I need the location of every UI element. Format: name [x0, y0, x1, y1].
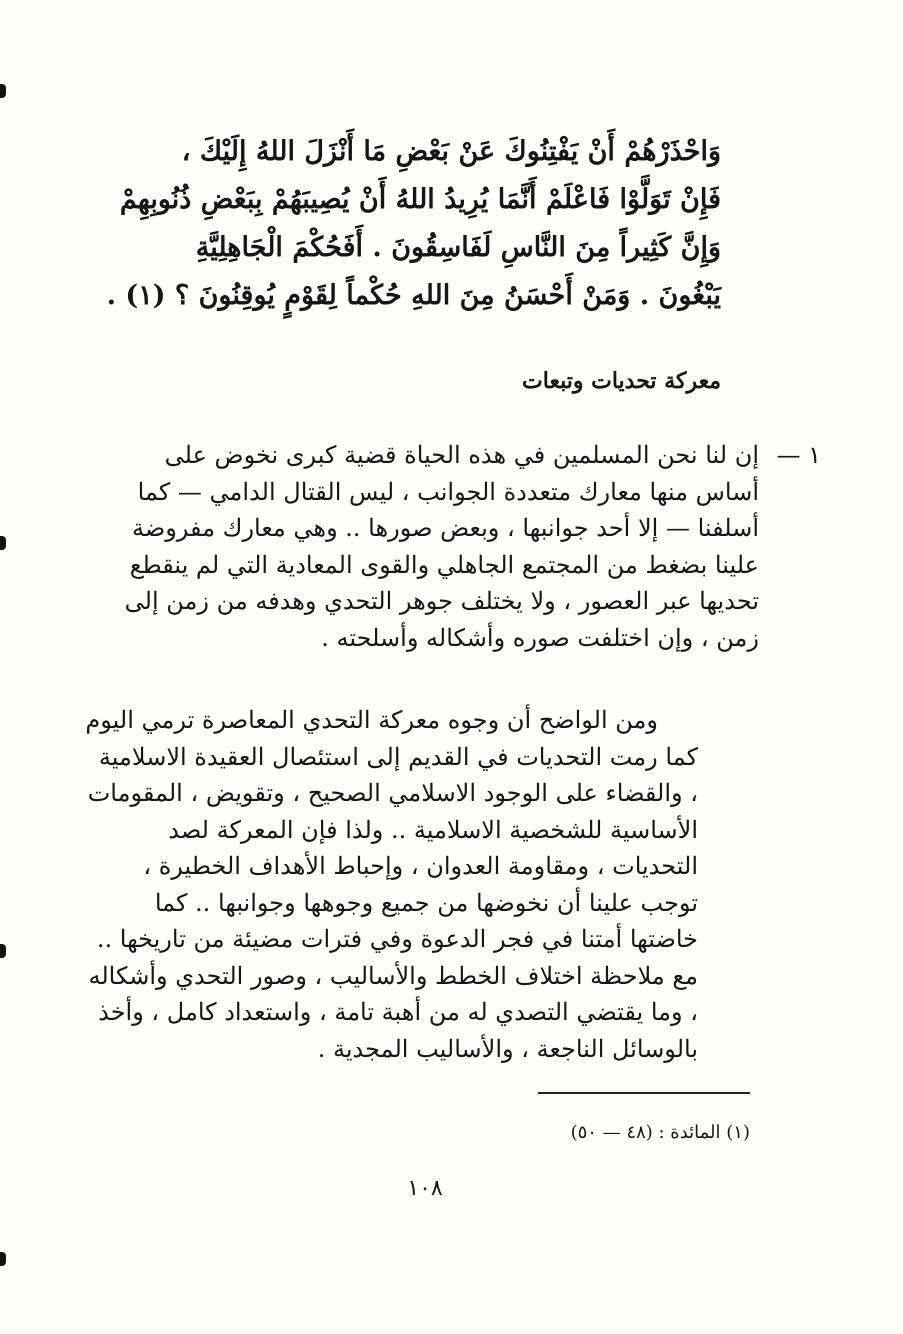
paragraph-2-block [84, 702, 698, 1067]
numbered-item [99, 437, 821, 656]
page-number: ١٠٨ [407, 1176, 443, 1201]
paragraph-2: ومن الواضح أن وجوه معركة التحدي المعاصرة ترمي اليوم كما رمت التحديات في القديم إلى استئصال العقيدة الاسلامية ، والقضاء على الوجود الاسلامي الصحيح ، وتقويض ، المقومات الأساسية للشخصية الاسلامية .. ولذا فإن المعركة لصد التحديات ، ومقاومة العدوان ، وإحباط الأهداف الخطيرة ، توجب علينا أن نخوضها من جميع وجوهها وجوانبها .. كما خاضتها أمتنا في فجر الدعوة وفي فترات مضيئة من تاريخها .. مع ملاحظة اختلاف الخطط والأساليب ، وصور التحدي وأشكاله ، وما يقتضي التصدي له من أهبة تامة ، واستعداد كامل ، وأخذ بالوسائل الناجعة ، والأساليب المجدية . [85, 706, 698, 1063]
section-heading: معركة تحديات وتبعات [522, 368, 721, 394]
footnote-divider [538, 1092, 750, 1094]
scan-edge-mark [0, 1252, 6, 1266]
scan-edge-mark [0, 84, 6, 98]
verse-line: وَإِنَّ كَثِيراً مِنَ النَّاسِ لَفَاسِقُونَ . أَفَحُكْمَ الْجَاهِلِيَّةِ [195, 232, 721, 263]
verse-line: يَبْغُونَ . وَمَنْ أَحْسَنُ مِنَ اللهِ حُكْماً لِقَوْمٍ يُوقِنُونَ ؟ (١) . [106, 280, 721, 311]
scan-edge-mark [0, 536, 6, 550]
footnote: (١) المائدة : (٤٨ — ٥٠) [570, 1122, 750, 1143]
item-number: ١ — [776, 441, 821, 469]
scan-edge-mark [0, 944, 6, 958]
verse-line: فَإِنْ تَوَلَّوْا فَاعْلَمْ أَنَّمَا يُرِيدُ اللهُ أَنْ يُصِيبَهُمْ بِبَعْضِ ذُنُوبِهِمْ [119, 184, 721, 215]
paragraph-1: إن لنا نحن المسلمين في هذه الحياة قضية كبرى نخوض على أساس منها معارك متعددة الجوانب ، ليس القتال الدامي — كما أسلفنا — إلا أحد جوانبها ، وبعض صورها .. وهي معارك مفروضة علينا بضغط من المجتمع الجاهلي والقوى المعادية التي لم ينقطع تحديها عبر العصور ، ولا يختلف جوهر التحدي وهدفه من زمن إلى زمن ، وإن اختلفت صوره وأشكاله وأسلحته . [124, 441, 759, 652]
verse-line: وَاحْذَرْهُمْ أَنْ يَفْتِنُوكَ عَنْ بَعْضِ مَا أَنْزَلَ اللهُ إِلَيْكَ ، [181, 136, 721, 167]
quran-verse-block [106, 128, 721, 320]
